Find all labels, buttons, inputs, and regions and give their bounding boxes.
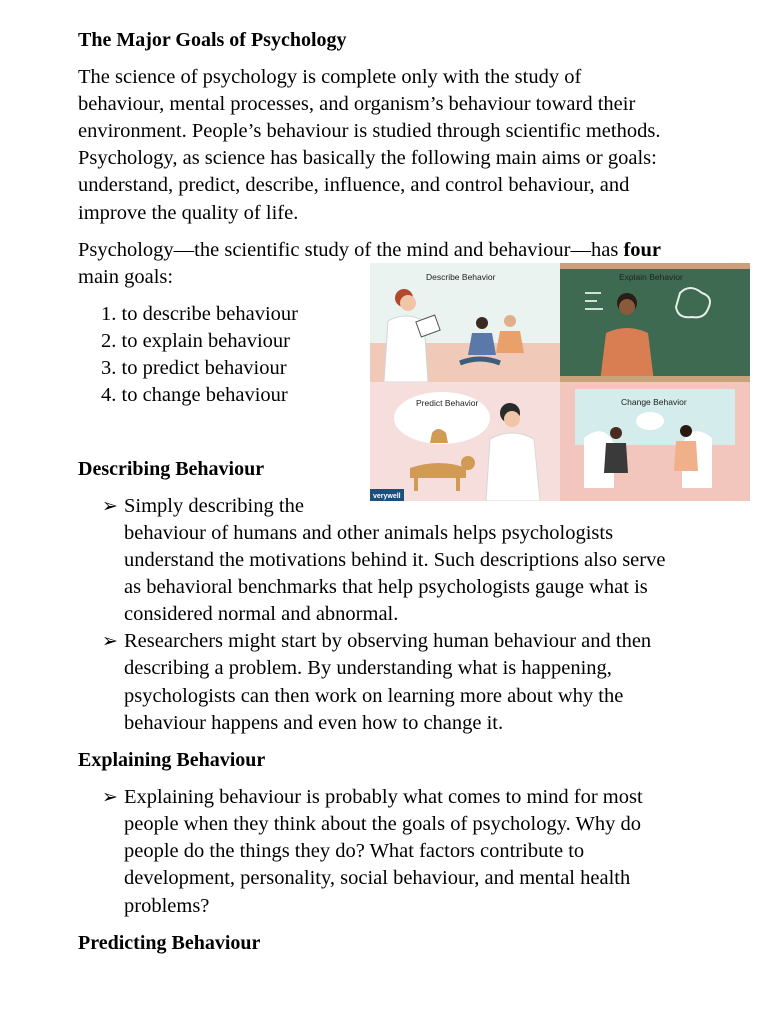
explain-behavior-panel [560,263,750,382]
goals-intro-line: main goals: [78,266,174,288]
section-heading-describing: Describing Behaviour [78,458,265,480]
predict-behavior-panel [370,382,560,501]
bullet-line: describing a problem. By understanding what is happening, [124,657,612,679]
intro-line: improve the quality of life. [78,202,299,224]
bullet-line: behaviour of humans and other animals helps psychologists [124,522,614,544]
bullet-arrow-icon: ➢ [102,631,118,652]
bullet-line: Explaining behaviour is probably what comes to mind for most [124,786,643,808]
bullet-line: Researchers might start by observing human behaviour and then [124,630,652,652]
goal-item: 3. to predict behaviour [101,357,287,379]
intro-line: Psychology, as science has basically the following main aims or goals: [78,147,657,169]
bullet-line: development, personality, social behaviour, and mental health [124,867,631,889]
intro-line: behaviour, mental processes, and organism’s behaviour toward their [78,93,636,115]
intro-line: environment. People’s behaviour is studied through scientific methods. [78,120,661,142]
panel-label: Change Behavior [621,397,687,407]
bullet-line: problems? [124,895,210,917]
bullet-line: people when they think about the goals of psychology. Why do [124,813,641,835]
bullet-line: considered normal and abnormal. [124,603,399,625]
intro-line: The science of psychology is complete only with the study of [78,66,582,88]
panel-label: Predict Behavior [416,398,479,408]
bullet-line: people do the things they do? What factors contribute to [124,840,585,862]
change-behavior-panel [560,382,750,501]
bullet-line: as behavioral benchmarks that help psychologists gauge what is [124,576,648,598]
intro-line: understand, predict, describe, influence, and control behaviour, and [78,174,630,196]
bullet-line: psychologists can then work on learning more about why the [124,685,624,707]
goal-item: 4. to change behaviour [101,384,288,406]
goal-item: 2. to explain behaviour [101,330,291,352]
panel-label: Describe Behavior [426,272,496,282]
bullet-line: Simply describing the [124,495,304,517]
bullet-arrow-icon: ➢ [102,496,118,517]
bullet-arrow-icon: ➢ [102,787,118,808]
bullet-line: behaviour happens and even how to change it. [124,712,504,734]
goals-intro-text: Psychology—the scientific study of the mind and behaviour—has [78,239,624,261]
goals-count: four [623,239,662,261]
section-heading-predicting: Predicting Behaviour [78,932,261,954]
goals-illustration [370,263,750,501]
bullet-line: understand the motivations behind it. Such descriptions also serve [124,549,666,571]
page-title: The Major Goals of Psychology [78,29,347,51]
describe-behavior-panel [370,263,560,382]
section-heading-explaining: Explaining Behaviour [78,749,266,771]
goal-item: 1. to describe behaviour [101,303,298,325]
panel-label: Explain Behavior [619,272,683,282]
goals-intro-line [78,237,661,264]
brand-logo: verywell [373,493,401,500]
